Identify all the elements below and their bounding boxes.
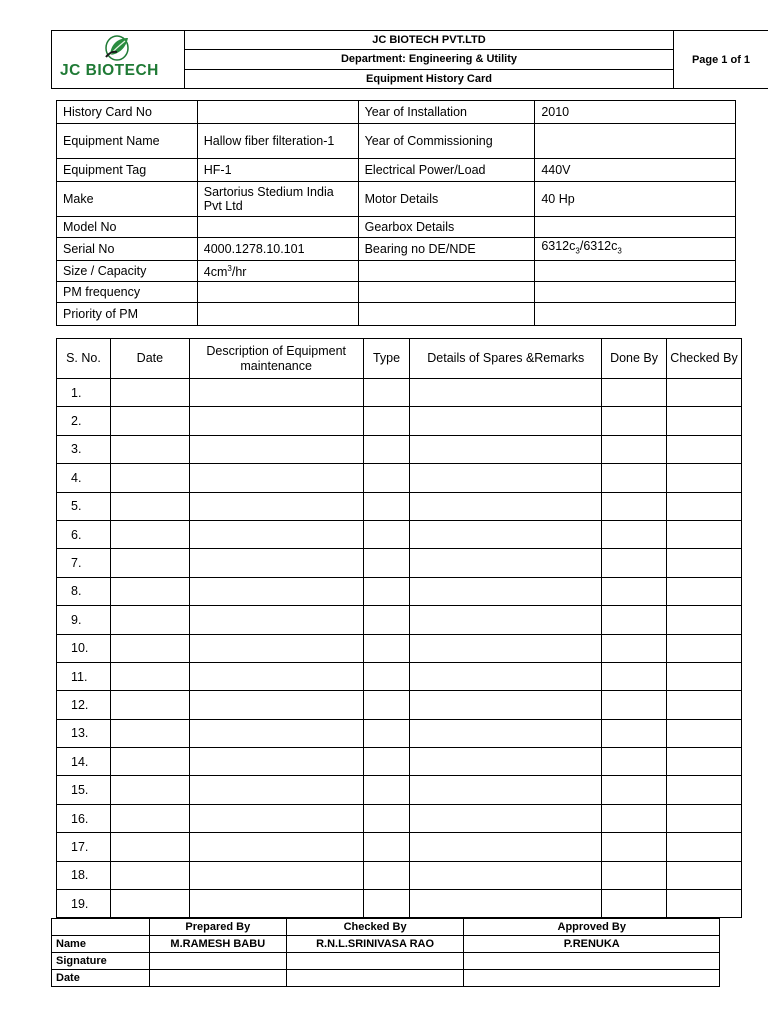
table-row [57, 748, 742, 776]
table-cell [189, 549, 363, 577]
approval-name-row [52, 936, 720, 953]
table-cell [189, 634, 363, 662]
field-label [358, 303, 535, 326]
table-cell [363, 407, 410, 435]
table-cell [667, 577, 742, 605]
table-cell [602, 861, 667, 889]
table-cell [189, 776, 363, 804]
col-header-type: Type [363, 339, 410, 379]
field-label: Year of Commissioning [358, 124, 535, 159]
approved-date [464, 970, 720, 987]
table-cell [189, 492, 363, 520]
document-header [51, 30, 768, 89]
table-row [57, 549, 742, 577]
table-cell [410, 606, 602, 634]
field-label [358, 282, 535, 303]
table-cell [410, 492, 602, 520]
table-cell [667, 464, 742, 492]
field-label: History Card No [57, 101, 198, 124]
field-value [535, 261, 736, 282]
info-row [57, 282, 736, 303]
table-cell [110, 407, 189, 435]
info-row [57, 159, 736, 182]
info-row [57, 303, 736, 326]
field-label: Model No [57, 217, 198, 238]
row-number: 10. [57, 634, 111, 662]
table-cell [667, 407, 742, 435]
table-cell [110, 662, 189, 690]
signature-label: Signature [52, 953, 150, 970]
table-cell [602, 776, 667, 804]
equipment-info-table [56, 100, 736, 326]
table-row [57, 464, 742, 492]
table-cell [410, 890, 602, 918]
table-cell [667, 833, 742, 861]
prepared-by-name: M.RAMESH BABU [149, 936, 286, 953]
table-cell [110, 520, 189, 548]
field-value [197, 261, 358, 282]
table-row [57, 719, 742, 747]
table-cell [602, 833, 667, 861]
info-row [57, 182, 736, 217]
table-cell [667, 492, 742, 520]
table-cell [110, 379, 189, 407]
field-value: HF-1 [197, 159, 358, 182]
checked-signature [286, 953, 464, 970]
table-cell [363, 634, 410, 662]
table-cell [110, 634, 189, 662]
field-value: Sartorius Stedium India Pvt Ltd [197, 182, 358, 217]
table-row [57, 776, 742, 804]
table-cell [602, 492, 667, 520]
table-cell [110, 748, 189, 776]
row-number: 7. [57, 549, 111, 577]
table-row [57, 861, 742, 889]
row-number: 13. [57, 719, 111, 747]
maintenance-header-row [57, 339, 742, 379]
table-cell [410, 719, 602, 747]
table-cell [189, 464, 363, 492]
table-cell [363, 435, 410, 463]
field-value [197, 217, 358, 238]
table-cell [667, 890, 742, 918]
field-value: 4000.1278.10.101 [197, 238, 358, 261]
table-row [57, 634, 742, 662]
table-cell [110, 691, 189, 719]
table-row [57, 606, 742, 634]
table-cell [667, 435, 742, 463]
table-cell [363, 492, 410, 520]
table-cell [667, 634, 742, 662]
table-row [57, 804, 742, 832]
table-cell [363, 833, 410, 861]
table-row [57, 890, 742, 918]
table-cell [410, 691, 602, 719]
logo-text: JC BIOTECH [60, 62, 159, 79]
table-cell [410, 407, 602, 435]
table-cell [410, 833, 602, 861]
field-label: PM frequency [57, 282, 198, 303]
field-label: Bearing no DE/NDE [358, 238, 535, 261]
row-number: 19. [57, 890, 111, 918]
row-number: 3. [57, 435, 111, 463]
table-cell [410, 577, 602, 605]
row-number: 9. [57, 606, 111, 634]
table-cell [410, 435, 602, 463]
document-title: Equipment History Card [185, 69, 674, 88]
maintenance-log-table [56, 338, 742, 918]
approval-header-row [52, 919, 720, 936]
prepared-signature [149, 953, 286, 970]
table-cell [110, 549, 189, 577]
field-label [358, 261, 535, 282]
table-cell [189, 804, 363, 832]
table-cell [110, 435, 189, 463]
table-cell [602, 520, 667, 548]
field-value: 440V [535, 159, 736, 182]
table-cell [189, 379, 363, 407]
date-label: Date [52, 970, 150, 987]
size-sup: 3 [227, 264, 232, 274]
field-label: Priority of PM [57, 303, 198, 326]
table-cell [410, 549, 602, 577]
field-value [535, 217, 736, 238]
prepared-by-label: Prepared By [149, 919, 286, 936]
approval-signature-row [52, 953, 720, 970]
row-number: 15. [57, 776, 111, 804]
table-cell [410, 520, 602, 548]
row-number: 8. [57, 577, 111, 605]
approved-signature [464, 953, 720, 970]
table-cell [667, 606, 742, 634]
table-cell [602, 577, 667, 605]
table-cell [363, 577, 410, 605]
bearing-sub: 3 [575, 246, 580, 256]
field-value [535, 303, 736, 326]
info-row [57, 238, 736, 261]
table-cell [363, 379, 410, 407]
table-row [57, 577, 742, 605]
table-cell [602, 379, 667, 407]
table-cell [667, 861, 742, 889]
logo-cell [52, 31, 185, 89]
bearing-nde: /6312c [579, 239, 618, 254]
page-number: Page 1 of 1 [674, 31, 768, 89]
table-cell [189, 861, 363, 889]
table-cell [110, 492, 189, 520]
department-name: Department: Engineering & Utility [185, 50, 674, 69]
table-cell [189, 606, 363, 634]
table-row [57, 833, 742, 861]
table-row [57, 691, 742, 719]
table-cell [602, 634, 667, 662]
field-value [535, 124, 736, 159]
table-cell [410, 776, 602, 804]
field-label: Serial No [57, 238, 198, 261]
table-cell [110, 577, 189, 605]
table-cell [363, 776, 410, 804]
row-number: 17. [57, 833, 111, 861]
info-row [57, 261, 736, 282]
empty-cell [52, 919, 150, 936]
table-cell [363, 748, 410, 776]
table-cell [602, 606, 667, 634]
table-cell [410, 662, 602, 690]
table-cell [410, 804, 602, 832]
table-cell [602, 662, 667, 690]
table-cell [602, 464, 667, 492]
approved-by-name: P.RENUKA [464, 936, 720, 953]
col-header-date: Date [110, 339, 189, 379]
bearing-sub: 3 [617, 246, 622, 256]
table-cell [363, 890, 410, 918]
table-cell [110, 464, 189, 492]
table-row [57, 379, 742, 407]
leaf-icon [101, 33, 133, 63]
table-cell [602, 435, 667, 463]
table-cell [110, 606, 189, 634]
table-cell [363, 861, 410, 889]
field-value [535, 238, 736, 261]
field-label: Make [57, 182, 198, 217]
row-number: 5. [57, 492, 111, 520]
field-value: 40 Hp [535, 182, 736, 217]
table-cell [189, 691, 363, 719]
table-cell [602, 407, 667, 435]
col-header-sno: S. No. [57, 339, 111, 379]
table-row [57, 492, 742, 520]
field-label: Size / Capacity [57, 261, 198, 282]
table-cell [667, 691, 742, 719]
table-cell [667, 549, 742, 577]
table-cell [602, 691, 667, 719]
table-row [57, 662, 742, 690]
col-header-checked-by: Checked By [667, 339, 742, 379]
info-row [57, 124, 736, 159]
approval-table [51, 918, 720, 987]
approval-date-row [52, 970, 720, 987]
field-value [197, 303, 358, 326]
row-number: 11. [57, 662, 111, 690]
table-cell [667, 748, 742, 776]
table-cell [189, 719, 363, 747]
field-value [535, 282, 736, 303]
col-header-description: Description of Equipment maintenance [189, 339, 363, 379]
field-label: Gearbox Details [358, 217, 535, 238]
row-number: 4. [57, 464, 111, 492]
table-cell [363, 520, 410, 548]
name-label: Name [52, 936, 150, 953]
table-cell [667, 662, 742, 690]
table-cell [363, 719, 410, 747]
approved-by-label: Approved By [464, 919, 720, 936]
table-cell [363, 464, 410, 492]
prepared-date [149, 970, 286, 987]
table-cell [189, 435, 363, 463]
table-cell [110, 890, 189, 918]
table-cell [410, 861, 602, 889]
table-cell [189, 662, 363, 690]
table-cell [602, 549, 667, 577]
table-cell [410, 634, 602, 662]
table-cell [667, 776, 742, 804]
row-number: 16. [57, 804, 111, 832]
maintenance-rows [57, 379, 742, 918]
info-row [57, 217, 736, 238]
table-cell [410, 748, 602, 776]
table-cell [363, 549, 410, 577]
info-row [57, 101, 736, 124]
field-label: Equipment Tag [57, 159, 198, 182]
table-row [57, 435, 742, 463]
table-cell [189, 520, 363, 548]
table-cell [110, 861, 189, 889]
table-cell [189, 577, 363, 605]
row-number: 14. [57, 748, 111, 776]
table-cell [602, 748, 667, 776]
row-number: 12. [57, 691, 111, 719]
table-cell [189, 407, 363, 435]
table-cell [667, 719, 742, 747]
checked-by-name: R.N.L.SRINIVASA RAO [286, 936, 464, 953]
row-number: 6. [57, 520, 111, 548]
table-cell [110, 804, 189, 832]
table-cell [189, 833, 363, 861]
table-cell [189, 748, 363, 776]
table-cell [410, 379, 602, 407]
table-cell [363, 606, 410, 634]
field-label: Motor Details [358, 182, 535, 217]
table-cell [363, 662, 410, 690]
field-label: Year of Installation [358, 101, 535, 124]
company-name: JC BIOTECH PVT.LTD [185, 31, 674, 50]
table-cell [602, 719, 667, 747]
col-header-done-by: Done By [602, 339, 667, 379]
table-cell [602, 804, 667, 832]
row-number: 1. [57, 379, 111, 407]
col-header-details: Details of Spares &Remarks [410, 339, 602, 379]
field-value: 2010 [535, 101, 736, 124]
table-cell [667, 520, 742, 548]
field-label: Equipment Name [57, 124, 198, 159]
table-cell [602, 890, 667, 918]
checked-by-label: Checked By [286, 919, 464, 936]
table-cell [110, 719, 189, 747]
field-label: Electrical Power/Load [358, 159, 535, 182]
bearing-de: 6312c [541, 239, 576, 254]
table-cell [667, 379, 742, 407]
field-value: Hallow fiber filteration-1 [197, 124, 358, 159]
table-cell [110, 833, 189, 861]
size-value: 4cm [203, 265, 228, 280]
size-unit: /hr [231, 265, 247, 280]
table-cell [410, 464, 602, 492]
table-cell [189, 890, 363, 918]
field-value [197, 282, 358, 303]
field-value [197, 101, 358, 124]
table-row [57, 520, 742, 548]
table-cell [363, 804, 410, 832]
table-cell [667, 804, 742, 832]
checked-date [286, 970, 464, 987]
table-cell [110, 776, 189, 804]
row-number: 18. [57, 861, 111, 889]
table-row [57, 407, 742, 435]
table-cell [363, 691, 410, 719]
row-number: 2. [57, 407, 111, 435]
